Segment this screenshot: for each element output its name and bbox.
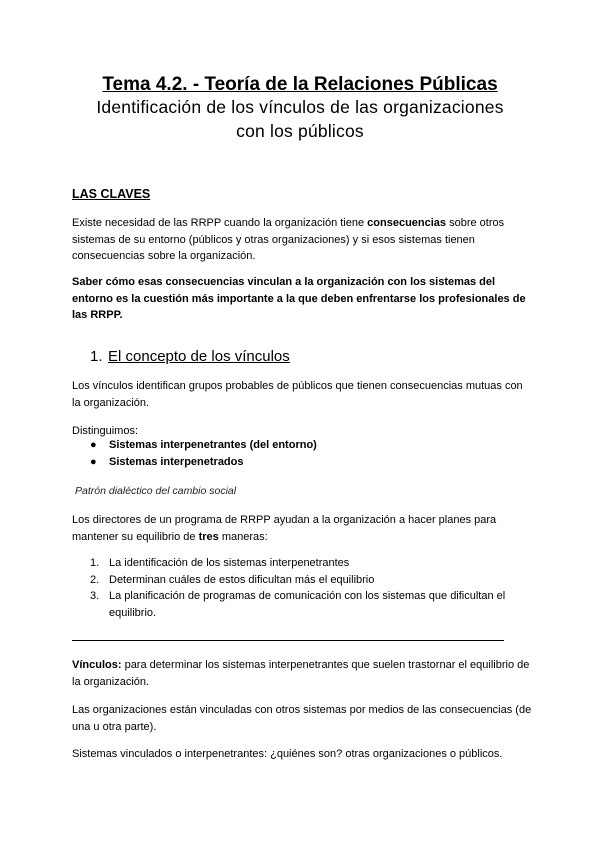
p2-text-b: maneras: <box>218 530 268 543</box>
section-1-paragraph-1: Los vínculos identifican grupos probables de públicos que tienen consecuencias mutuas con la organización. <box>72 380 523 409</box>
subtitle-line-1: Identificación de los vínculos de las organizaciones <box>96 97 504 117</box>
claves-p1-text-a: Existe necesidad de las RRPP cuando la organización tiene <box>72 217 368 229</box>
bullet-icon: ● <box>90 455 97 468</box>
section-1-paragraph-2 <box>72 512 532 545</box>
document-title: Tema 4.2. - Teoría de la Relaciones Públicas <box>102 74 498 95</box>
vinculos-bold: Vínculos: <box>72 659 122 671</box>
subtitle-line-2: con los públicos <box>236 120 364 141</box>
bullet-icon: ● <box>90 439 97 451</box>
vinculos-paragraph <box>72 657 532 690</box>
claves-heading: LAS CLAVES <box>72 187 151 201</box>
claves-p1-bold: consecuencias <box>367 217 447 229</box>
section-1-paragraph-3: Las organizaciones están vinculadas con otros sistemas por medios de las consecuencias (de una u otra parte). <box>72 704 532 733</box>
vinculos-text: para determinar los sistemas interpenetrantes que suelen trastornar el equilibrio de la organización. <box>72 659 530 688</box>
claves-p1-text-b: sobre otros sistemas de su entorno (públicos y otras organizaciones) y si esos sistemas tienen consecuencias sobre la organización. <box>72 217 505 262</box>
list-item <box>90 437 317 454</box>
claves-paragraph-2: Saber cómo esas consecuencias vinculan a la organización con los sistemas del entorno es la cuestión más importante a la que deben enfrentarse los profesionales de las RRPP. <box>72 276 526 321</box>
section-1-heading <box>90 347 290 367</box>
p2-text-a: Los directores de un programa de RRPP ayudan a la organización a hacer planes para mantener su equilibrio de <box>72 514 497 543</box>
section-1-title: El concepto de los vínculos <box>108 348 290 365</box>
bullet-text: Sistemas interpenetrantes (del entorno) <box>109 439 317 451</box>
claves-paragraph-1 <box>72 215 532 265</box>
bullet-list <box>90 437 317 470</box>
section-1-paragraph-4: Sistemas vinculados o interpenetrantes: ¿quiénes son? otras organizaciones o públicos. <box>72 748 503 760</box>
list-text: Determinan cuáles de estos dificultan más el equilibrio <box>109 573 375 586</box>
list-number: 2. <box>90 573 100 586</box>
document-subtitle <box>0 96 600 143</box>
distinguimos-label: Distinguimos: <box>72 425 139 437</box>
list-item <box>90 454 317 471</box>
list-item <box>90 588 530 621</box>
horizontal-divider <box>72 640 504 641</box>
list-number: 3. <box>90 590 100 602</box>
numbered-list <box>90 555 530 621</box>
list-item <box>90 555 530 572</box>
list-text: La planificación de programas de comunicación con los sistemas que dificultan el equilibrio. <box>109 590 506 619</box>
bullet-text: Sistemas interpenetrados <box>109 455 244 468</box>
p2-bold: tres <box>198 530 219 543</box>
list-number: 1. <box>90 557 100 569</box>
list-item <box>90 572 530 589</box>
list-text: La identificación de los sistemas interpenetrantes <box>109 557 350 569</box>
section-1-number: 1. <box>90 348 103 365</box>
italic-label: Patrón dialéctico del cambio social <box>75 485 237 497</box>
